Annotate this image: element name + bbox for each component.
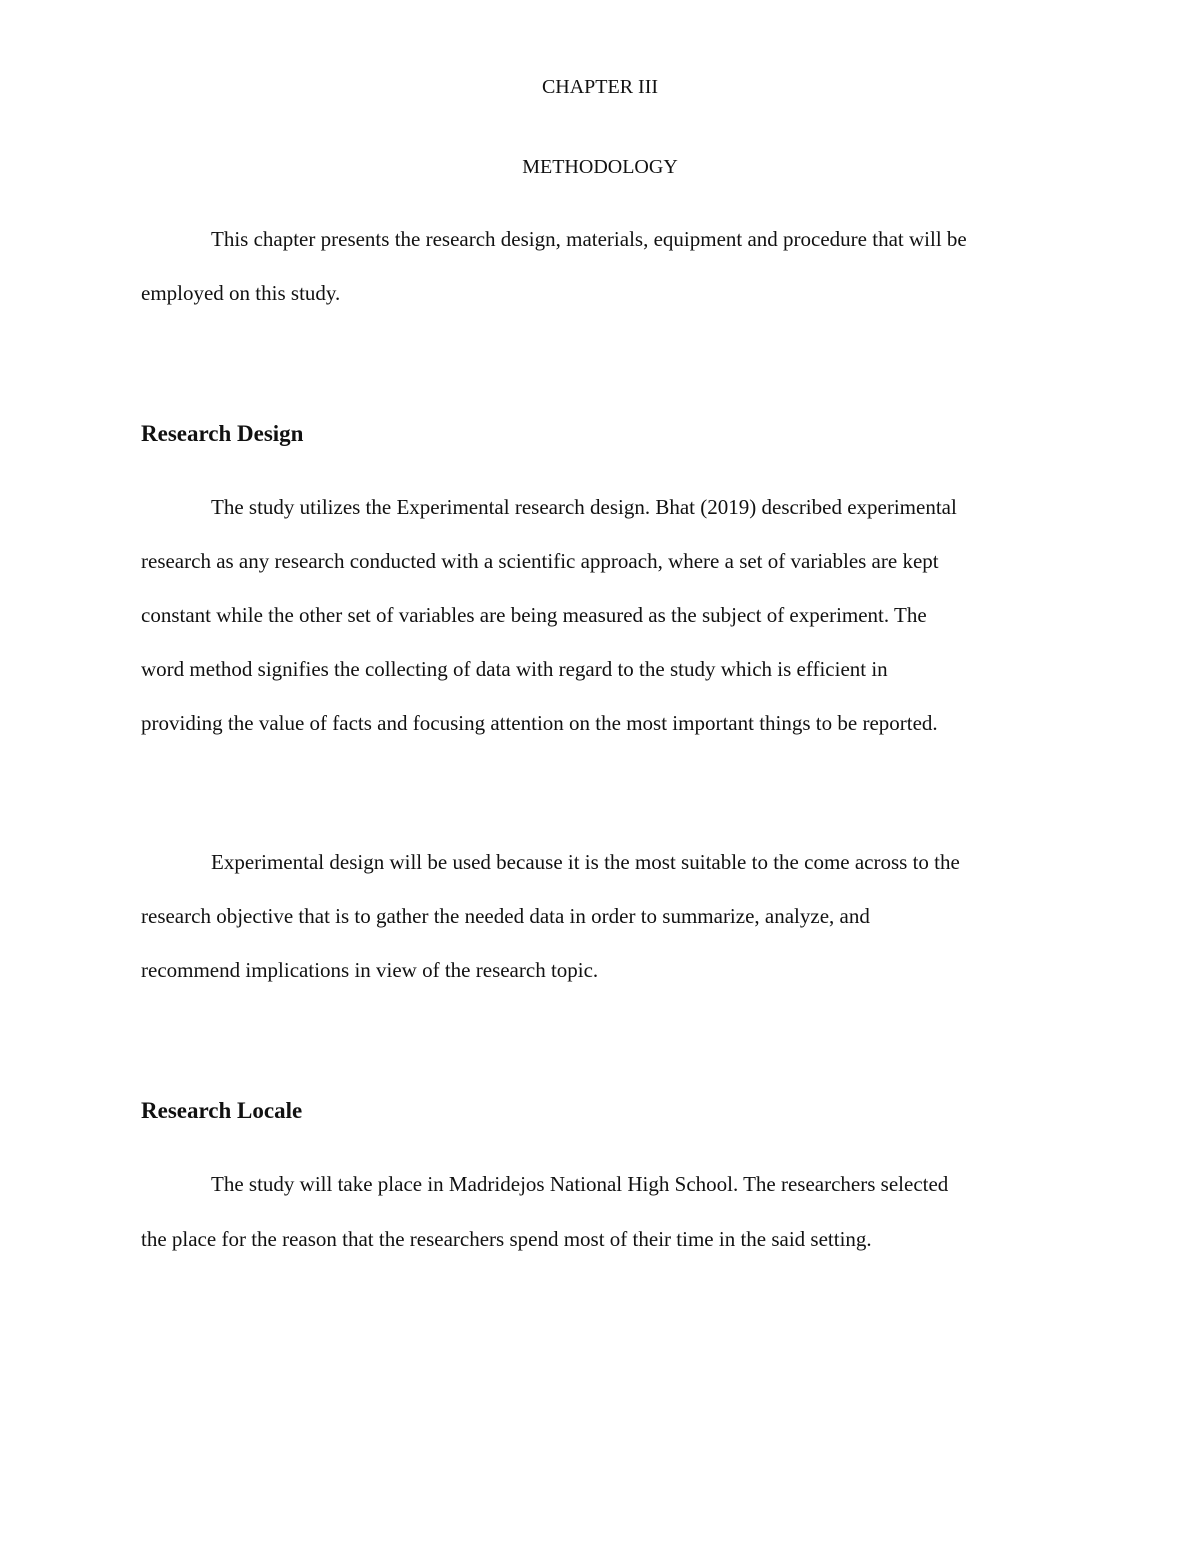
paragraph-line: research objective that is to gather the needed data in order to summarize, analyze, and bbox=[141, 904, 870, 928]
paragraph-line: recommend implications in view of the research topic. bbox=[141, 958, 599, 982]
paragraph-line: the place for the reason that the researchers spend most of their time in the said setting. bbox=[141, 1227, 872, 1251]
section-heading: Research Design bbox=[141, 421, 304, 446]
paragraph-line: The study will take place in Madridejos National High School. The researchers selected bbox=[211, 1172, 949, 1196]
paragraph-line: word method signifies the collecting of data with regard to the study which is efficient in bbox=[141, 657, 888, 681]
paragraph-line: This chapter presents the research design, materials, equipment and procedure that will be bbox=[211, 227, 967, 251]
chapter-title: CHAPTER III bbox=[541, 76, 659, 98]
paragraph-line: research as any research conducted with a scientific approach, where a set of variables are kept bbox=[141, 549, 939, 573]
paragraph-line: employed on this study. bbox=[141, 281, 341, 305]
paragraph-line: providing the value of facts and focusing attention on the most important things to be reported. bbox=[141, 711, 938, 735]
chapter-subtitle: METHODOLOGY bbox=[522, 156, 678, 178]
paragraph-line: The study utilizes the Experimental research design. Bhat (2019) described experimental bbox=[211, 495, 957, 519]
paragraph-line: constant while the other set of variables are being measured as the subject of experiment. The bbox=[141, 603, 927, 627]
section-heading: Research Locale bbox=[141, 1098, 303, 1123]
paragraph-line: Experimental design will be used because it is the most suitable to the come across to the bbox=[211, 850, 960, 874]
